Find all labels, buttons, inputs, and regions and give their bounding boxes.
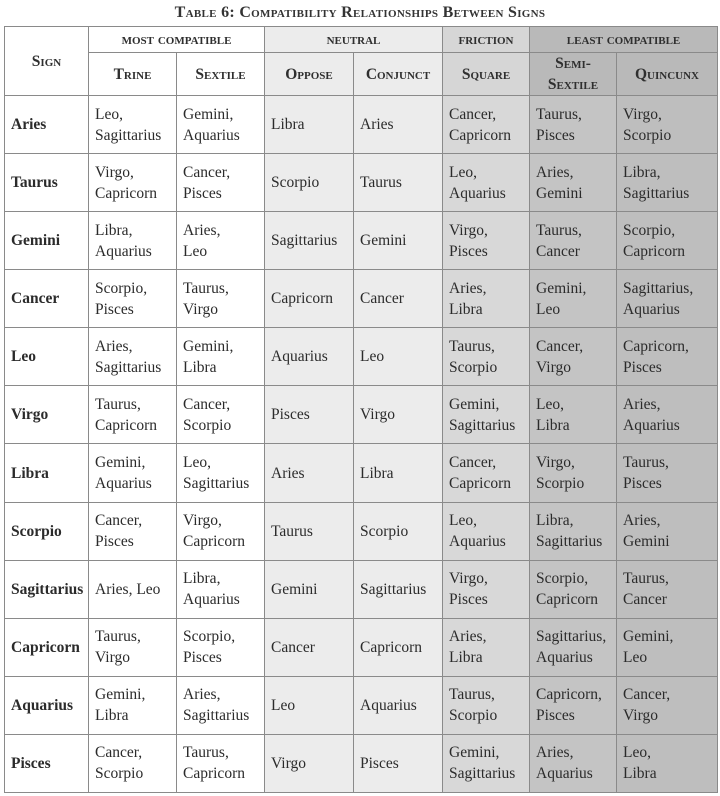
cell-line: Cancer, xyxy=(623,686,671,704)
cell-quincunx xyxy=(617,444,718,502)
cell-line: Virgo, xyxy=(449,570,488,588)
cell-quincunx xyxy=(617,154,718,212)
cell-semi-sextile xyxy=(530,154,617,212)
column-header-conjunct: Conjunct xyxy=(354,53,443,96)
table-row xyxy=(5,386,718,444)
cell-line: Cancer, xyxy=(536,337,584,355)
column-header-oppose: Oppose xyxy=(265,53,354,96)
cell-line: Taurus, xyxy=(449,686,495,704)
cell-semi-sextile xyxy=(530,560,617,618)
cell-line: Aries, xyxy=(183,686,221,704)
cell-line: Cancer, xyxy=(95,744,143,762)
cell-line: Libra xyxy=(536,416,570,434)
table-row xyxy=(5,502,718,560)
compatibility-table xyxy=(4,26,718,793)
sign-cell: Aquarius xyxy=(5,676,89,734)
cell-line: Scorpio xyxy=(536,475,585,492)
cell-line: Libra, xyxy=(183,570,221,588)
cell-line: Scorpio, xyxy=(183,628,236,646)
cell-semi-sextile xyxy=(530,270,617,328)
cell-line: Pisces xyxy=(183,649,222,667)
column-header-quincunx: Quincunx xyxy=(617,53,718,96)
cell-oppose: Aries xyxy=(265,444,354,502)
cell-line: Sagittarius, xyxy=(623,279,694,297)
table-body xyxy=(5,96,718,793)
sign-cell: Taurus xyxy=(5,154,89,212)
cell-conjunct: Pisces xyxy=(354,734,443,792)
cell-line: Taurus, xyxy=(536,105,582,123)
sign-cell: Capricorn xyxy=(5,618,89,676)
cell-quincunx xyxy=(617,502,718,560)
cell-line: Cancer xyxy=(623,591,667,609)
cell-line: Leo xyxy=(536,300,561,318)
table-row xyxy=(5,154,718,212)
cell-semi-sextile xyxy=(530,618,617,676)
cell-quincunx xyxy=(617,96,718,154)
table-row xyxy=(5,560,718,618)
cell-trine xyxy=(89,676,177,734)
cell-line: Leo, xyxy=(449,512,477,530)
cell-line: Aquarius xyxy=(623,416,680,434)
cell-line: Aquarius xyxy=(183,126,240,144)
cell-line: Leo, xyxy=(449,163,477,181)
cell-conjunct: Sagittarius xyxy=(354,560,443,618)
sign-column-header: Sign xyxy=(5,27,89,96)
cell-line: Sagittarius xyxy=(95,126,162,144)
cell-semi-sextile xyxy=(530,676,617,734)
cell-line: Leo, xyxy=(95,105,123,123)
cell-line: Aquarius xyxy=(536,649,593,667)
cell-sextile xyxy=(177,734,265,792)
cell-square xyxy=(443,96,530,154)
cell-conjunct: Capricorn xyxy=(354,618,443,676)
cell-oppose: Scorpio xyxy=(265,154,354,212)
cell-oppose: Libra xyxy=(265,96,354,154)
cell-trine xyxy=(89,212,177,270)
cell-quincunx xyxy=(617,270,718,328)
group-header-neutral: neutral xyxy=(265,27,443,53)
cell-line: Gemini, xyxy=(449,744,500,762)
cell-conjunct: Gemini xyxy=(354,212,443,270)
cell-semi-sextile xyxy=(530,444,617,502)
sign-cell: Pisces xyxy=(5,734,89,792)
sign-cell: Virgo xyxy=(5,386,89,444)
cell-sextile xyxy=(177,502,265,560)
cell-line: Leo xyxy=(623,649,648,667)
cell-line: Sagittarius xyxy=(449,765,516,783)
cell-sextile xyxy=(177,212,265,270)
cell-line: Virgo xyxy=(536,358,571,376)
cell-conjunct: Libra xyxy=(354,444,443,502)
cell-sextile xyxy=(177,676,265,734)
cell-square xyxy=(443,154,530,212)
column-header-semi-sextile xyxy=(530,53,617,96)
cell-line: Cancer, xyxy=(95,512,143,530)
cell-oppose: Aquarius xyxy=(265,328,354,386)
cell-line: Gemini, xyxy=(623,628,674,646)
cell-oppose: Cancer xyxy=(265,618,354,676)
cell-quincunx xyxy=(617,386,718,444)
cell-conjunct: Virgo xyxy=(354,386,443,444)
cell-line: Virgo, xyxy=(449,221,488,239)
cell-line: Leo, xyxy=(623,744,651,762)
cell-line: Libra, xyxy=(623,163,661,181)
cell-quincunx xyxy=(617,676,718,734)
group-header-most-compatible: most compatible xyxy=(89,27,265,53)
sign-cell: Scorpio xyxy=(5,502,89,560)
cell-line: Aquarius xyxy=(623,300,680,318)
cell-line: Aries, Leo xyxy=(95,580,161,598)
sign-cell: Cancer xyxy=(5,270,89,328)
cell-line: Libra xyxy=(623,765,657,783)
column-header-trine: Trine xyxy=(89,53,177,96)
cell-sextile xyxy=(177,618,265,676)
cell-line: Cancer, xyxy=(183,163,231,181)
cell-sextile xyxy=(177,270,265,328)
cell-quincunx xyxy=(617,734,718,792)
cell-quincunx xyxy=(617,560,718,618)
cell-line: Pisces xyxy=(623,475,662,492)
cell-line: Sagittarius xyxy=(449,416,516,434)
cell-line: Virgo xyxy=(183,300,218,318)
cell-square xyxy=(443,444,530,502)
cell-semi-sextile xyxy=(530,386,617,444)
column-header-sextile: Sextile xyxy=(177,53,265,96)
cell-semi-sextile xyxy=(530,96,617,154)
cell-line: Scorpio xyxy=(623,126,672,144)
cell-line: Capricorn xyxy=(536,591,598,609)
cell-square xyxy=(443,502,530,560)
cell-line: Cancer, xyxy=(183,395,231,413)
cell-square xyxy=(443,270,530,328)
cell-line: Aries, xyxy=(536,744,574,762)
semi-sextile-line-2: Sextile xyxy=(547,76,599,93)
cell-line: Capricorn xyxy=(183,765,245,783)
table-row xyxy=(5,96,718,154)
cell-trine xyxy=(89,270,177,328)
cell-line: Gemini xyxy=(623,533,670,551)
cell-line: Capricorn xyxy=(449,126,511,144)
cell-line: Capricorn xyxy=(449,475,511,492)
table-title: Table 6: Compatibility Relationships Between Signs xyxy=(174,4,546,21)
cell-sextile xyxy=(177,560,265,618)
cell-line: Taurus, xyxy=(183,279,229,297)
cell-line: Virgo xyxy=(623,707,658,725)
cell-line: Pisces xyxy=(623,358,662,376)
cell-line: Virgo, xyxy=(623,105,662,123)
cell-line: Taurus, xyxy=(623,454,669,471)
cell-line: Scorpio, xyxy=(536,570,589,588)
cell-line: Gemini, xyxy=(95,686,146,704)
cell-line: Virgo, xyxy=(183,512,222,530)
cell-oppose: Capricorn xyxy=(265,270,354,328)
cell-line: Pisces xyxy=(536,707,575,725)
cell-trine xyxy=(89,734,177,792)
cell-line: Capricorn xyxy=(95,184,157,202)
cell-trine xyxy=(89,618,177,676)
cell-line: Sagittarius xyxy=(183,475,250,492)
cell-line: Gemini, xyxy=(95,454,146,471)
cell-line: Sagittarius, xyxy=(536,628,607,646)
cell-line: Aquarius xyxy=(183,591,240,609)
table-row xyxy=(5,328,718,386)
cell-trine xyxy=(89,154,177,212)
cell-oppose: Leo xyxy=(265,676,354,734)
cell-square xyxy=(443,386,530,444)
cell-line: Taurus, xyxy=(95,395,141,413)
cell-line: Taurus, xyxy=(95,628,141,646)
cell-quincunx xyxy=(617,618,718,676)
cell-square xyxy=(443,676,530,734)
cell-trine xyxy=(89,96,177,154)
cell-trine xyxy=(89,444,177,502)
cell-line: Leo xyxy=(183,242,208,260)
cell-conjunct: Aquarius xyxy=(354,676,443,734)
cell-line: Capricorn xyxy=(623,242,685,260)
cell-line: Pisces xyxy=(95,533,134,551)
cell-line: Libra, xyxy=(95,221,133,239)
cell-line: Taurus, xyxy=(536,221,582,239)
cell-semi-sextile xyxy=(530,328,617,386)
cell-line: Aquarius xyxy=(95,242,152,260)
cell-line: Libra xyxy=(183,358,217,376)
group-header-least-compatible: least compatible xyxy=(530,27,718,53)
cell-line: Taurus, xyxy=(449,337,495,355)
group-header-friction: friction xyxy=(443,27,530,53)
table-row xyxy=(5,618,718,676)
cell-line: Sagittarius xyxy=(95,358,162,376)
cell-sextile xyxy=(177,328,265,386)
table-row xyxy=(5,734,718,792)
sign-cell: Libra xyxy=(5,444,89,502)
cell-conjunct: Scorpio xyxy=(354,502,443,560)
cell-line: Aries, xyxy=(183,221,221,239)
cell-line: Cancer xyxy=(536,242,580,260)
cell-line: Virgo, xyxy=(536,454,575,471)
column-header-square: Square xyxy=(443,53,530,96)
cell-trine xyxy=(89,560,177,618)
cell-sextile xyxy=(177,154,265,212)
cell-oppose: Sagittarius xyxy=(265,212,354,270)
cell-line: Scorpio xyxy=(183,416,232,434)
cell-line: Scorpio xyxy=(95,765,144,783)
cell-line: Gemini, xyxy=(449,395,500,413)
cell-line: Virgo, xyxy=(95,163,134,181)
cell-line: Cancer, xyxy=(449,454,497,471)
cell-conjunct: Cancer xyxy=(354,270,443,328)
sign-cell: Gemini xyxy=(5,212,89,270)
cell-line: Aquarius xyxy=(449,184,506,202)
cell-line: Gemini, xyxy=(536,279,587,297)
cell-line: Scorpio, xyxy=(95,279,148,297)
cell-line: Aries, xyxy=(536,163,574,181)
sign-cell: Sagittarius xyxy=(5,560,89,618)
cell-sextile xyxy=(177,386,265,444)
semi-sextile-line-1: Semi- xyxy=(555,55,591,72)
cell-trine xyxy=(89,328,177,386)
cell-sextile xyxy=(177,444,265,502)
cell-line: Virgo xyxy=(95,649,130,667)
cell-line: Pisces xyxy=(95,300,134,318)
cell-oppose: Pisces xyxy=(265,386,354,444)
cell-conjunct: Taurus xyxy=(354,154,443,212)
cell-square xyxy=(443,328,530,386)
cell-line: Sagittarius xyxy=(536,533,603,551)
cell-line: Capricorn, xyxy=(623,337,689,355)
cell-line: Taurus, xyxy=(623,570,669,588)
cell-line: Gemini xyxy=(536,184,583,202)
table-row xyxy=(5,444,718,502)
cell-line: Aries, xyxy=(95,337,133,355)
table-row xyxy=(5,270,718,328)
cell-trine xyxy=(89,502,177,560)
cell-line: Sagittarius xyxy=(623,184,690,202)
sign-cell: Leo xyxy=(5,328,89,386)
cell-oppose: Taurus xyxy=(265,502,354,560)
cell-line: Scorpio, xyxy=(623,221,676,239)
cell-line: Scorpio xyxy=(449,358,498,376)
cell-quincunx xyxy=(617,212,718,270)
cell-line: Scorpio xyxy=(449,707,498,725)
sign-cell: Aries xyxy=(5,96,89,154)
cell-line: Cancer, xyxy=(449,105,497,123)
cell-conjunct: Aries xyxy=(354,96,443,154)
cell-semi-sextile xyxy=(530,502,617,560)
cell-line: Taurus, xyxy=(183,744,229,762)
cell-conjunct: Leo xyxy=(354,328,443,386)
cell-line: Aries, xyxy=(449,279,487,297)
cell-line: Aquarius xyxy=(536,765,593,783)
cell-square xyxy=(443,560,530,618)
cell-line: Aries, xyxy=(623,395,661,413)
cell-line: Sagittarius xyxy=(183,707,250,725)
cell-line: Capricorn xyxy=(183,533,245,551)
cell-semi-sextile xyxy=(530,734,617,792)
cell-quincunx xyxy=(617,328,718,386)
cell-line: Libra xyxy=(449,300,483,318)
cell-trine xyxy=(89,386,177,444)
cell-line: Libra, xyxy=(536,512,574,530)
cell-line: Pisces xyxy=(536,126,575,144)
cell-line: Gemini, xyxy=(183,105,234,123)
cell-line: Libra xyxy=(449,649,483,667)
cell-oppose: Virgo xyxy=(265,734,354,792)
table-row xyxy=(5,212,718,270)
cell-line: Pisces xyxy=(449,242,488,260)
cell-square xyxy=(443,734,530,792)
cell-line: Pisces xyxy=(183,184,222,202)
cell-line: Aquarius xyxy=(449,533,506,551)
cell-line: Capricorn, xyxy=(536,686,602,704)
cell-line: Aries, xyxy=(449,628,487,646)
cell-line: Aries, xyxy=(623,512,661,530)
cell-line: Capricorn xyxy=(95,416,157,434)
cell-line: Pisces xyxy=(449,591,488,609)
cell-square xyxy=(443,618,530,676)
cell-semi-sextile xyxy=(530,212,617,270)
cell-line: Leo, xyxy=(536,395,564,413)
cell-oppose: Gemini xyxy=(265,560,354,618)
cell-line: Libra xyxy=(95,707,129,725)
table-row xyxy=(5,676,718,734)
cell-square xyxy=(443,212,530,270)
cell-line: Leo, xyxy=(183,454,211,471)
cell-sextile xyxy=(177,96,265,154)
cell-line: Aquarius xyxy=(95,475,152,492)
cell-line: Gemini, xyxy=(183,337,234,355)
